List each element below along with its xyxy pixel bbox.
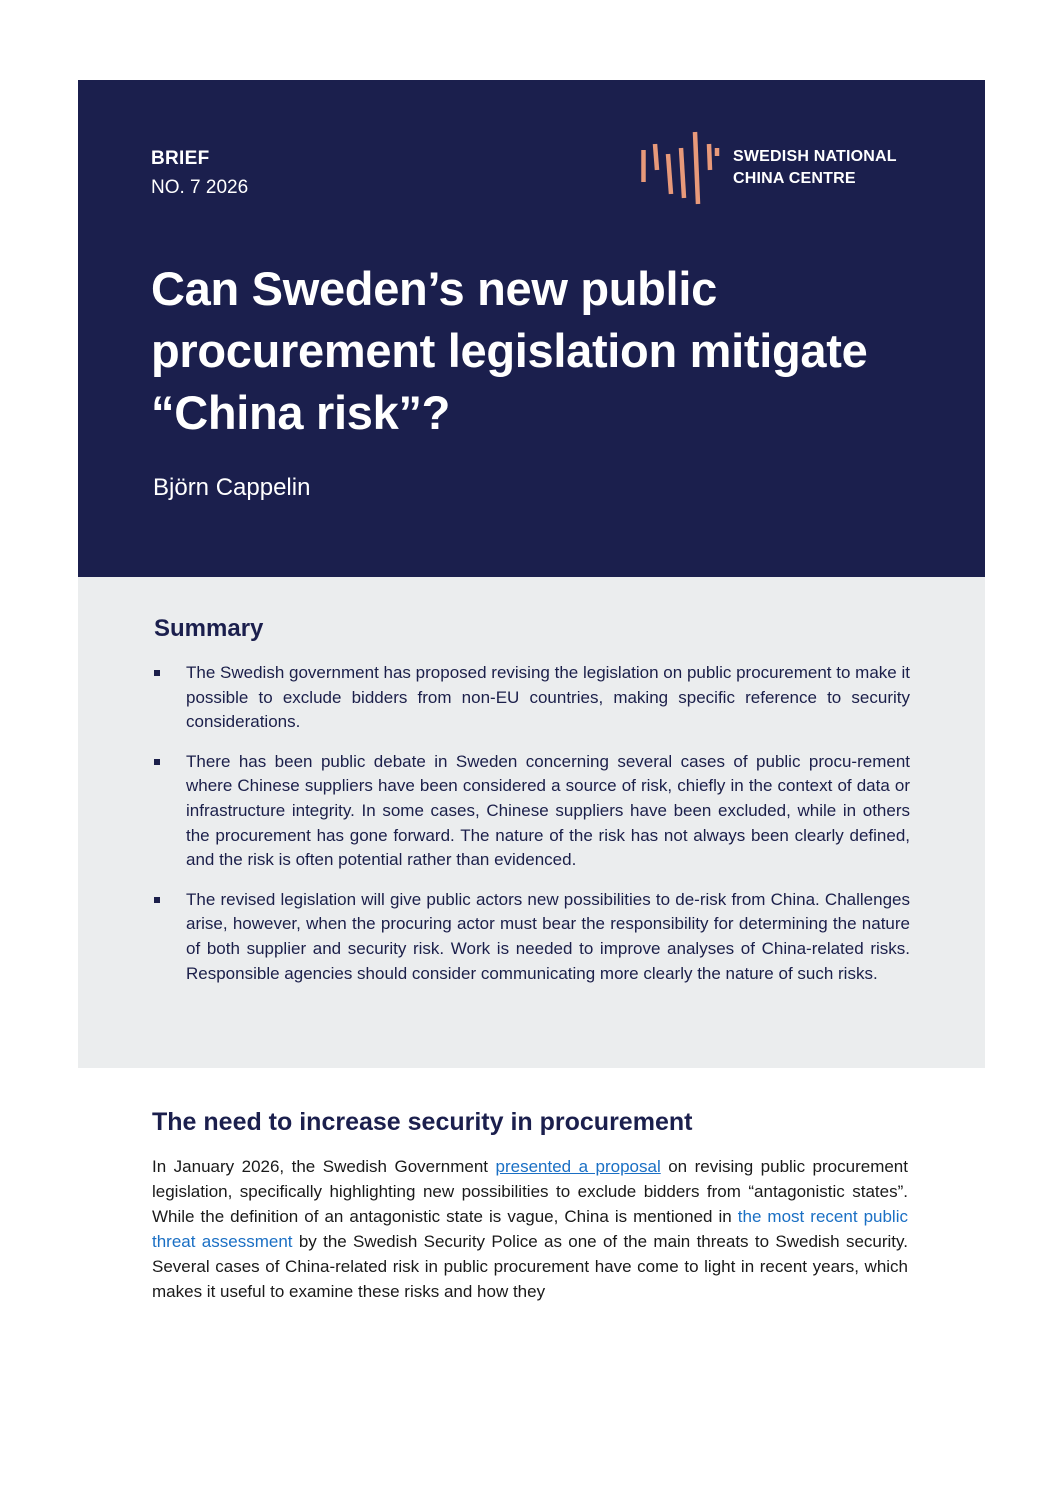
summary-item-text: The revised legislation will give public actors new possibilities to de-risk from China. Challenges arise, however, when the procuring actor must bear the responsibility for determining the nature of both supplier and security risk. Work is needed to improve analyses of China-related risks. Responsible agencies should consider communicating more clearly the nature of such risks. bbox=[186, 889, 910, 983]
section-heading: The need to increase security in procurement bbox=[152, 1108, 693, 1136]
summary-list bbox=[154, 661, 910, 1001]
brief-label: BRIEF bbox=[151, 148, 210, 169]
summary-item bbox=[154, 661, 910, 735]
bullet-icon bbox=[154, 670, 160, 676]
paragraph-text: on revising public procurement legislation, specifically highlighting new possibilities to exclude bidders from “antagonistic states”. While the definition of an antagonistic state is vague, China is mentioned in bbox=[152, 1157, 908, 1226]
logo-line-1: SWEDISH NATIONAL bbox=[733, 148, 897, 165]
author-name: Björn Cappelin bbox=[153, 474, 311, 501]
summary-heading: Summary bbox=[154, 615, 264, 642]
paragraph-text: by the Swedish Security Police as one of the main threats to Swedish security. Several cases of China-related risk in public procurement have come to light in recent years, which makes it useful to examine these risks and how they bbox=[152, 1232, 908, 1301]
body-paragraph bbox=[152, 1154, 908, 1304]
proposal-link[interactable]: presented a proposal bbox=[495, 1157, 661, 1176]
brief-title: Can Sweden’s new public procurement legislation mitigate “China risk”? bbox=[151, 262, 868, 439]
bullet-icon bbox=[154, 897, 160, 903]
logo-line-2: CHINA CENTRE bbox=[733, 170, 856, 187]
brief-number: NO. 7 2026 bbox=[151, 177, 249, 198]
bar-pattern-logo-icon bbox=[641, 130, 721, 206]
summary-item-text: The Swedish government has proposed revising the legislation on public procurement to make it possible to exclude bidders from non-EU countries, making specific reference to security considerations. bbox=[186, 663, 910, 732]
summary-item bbox=[154, 888, 910, 986]
bullet-icon bbox=[154, 759, 160, 765]
cover-header bbox=[78, 80, 985, 577]
paragraph-text: In January 2026, the Swedish Government bbox=[152, 1157, 496, 1176]
logo-wordmark bbox=[733, 146, 897, 190]
centre-logo bbox=[641, 130, 911, 210]
summary-item bbox=[154, 750, 910, 873]
threat-assessment-link[interactable]: the most recent public threat assessment bbox=[152, 1207, 908, 1251]
summary-box bbox=[78, 577, 985, 1068]
summary-item-text: There has been public debate in Sweden concerning several cases of public procu-rement where Chinese suppliers have been considered a source of risk, chiefly in the context of data or infrastructure integrity. In some cases, Chinese suppliers have been excluded, while in others the procurement has gone forward. The nature of the risk has not always been clearly defined, and the risk is often potential rather than evidenced. bbox=[186, 751, 910, 870]
